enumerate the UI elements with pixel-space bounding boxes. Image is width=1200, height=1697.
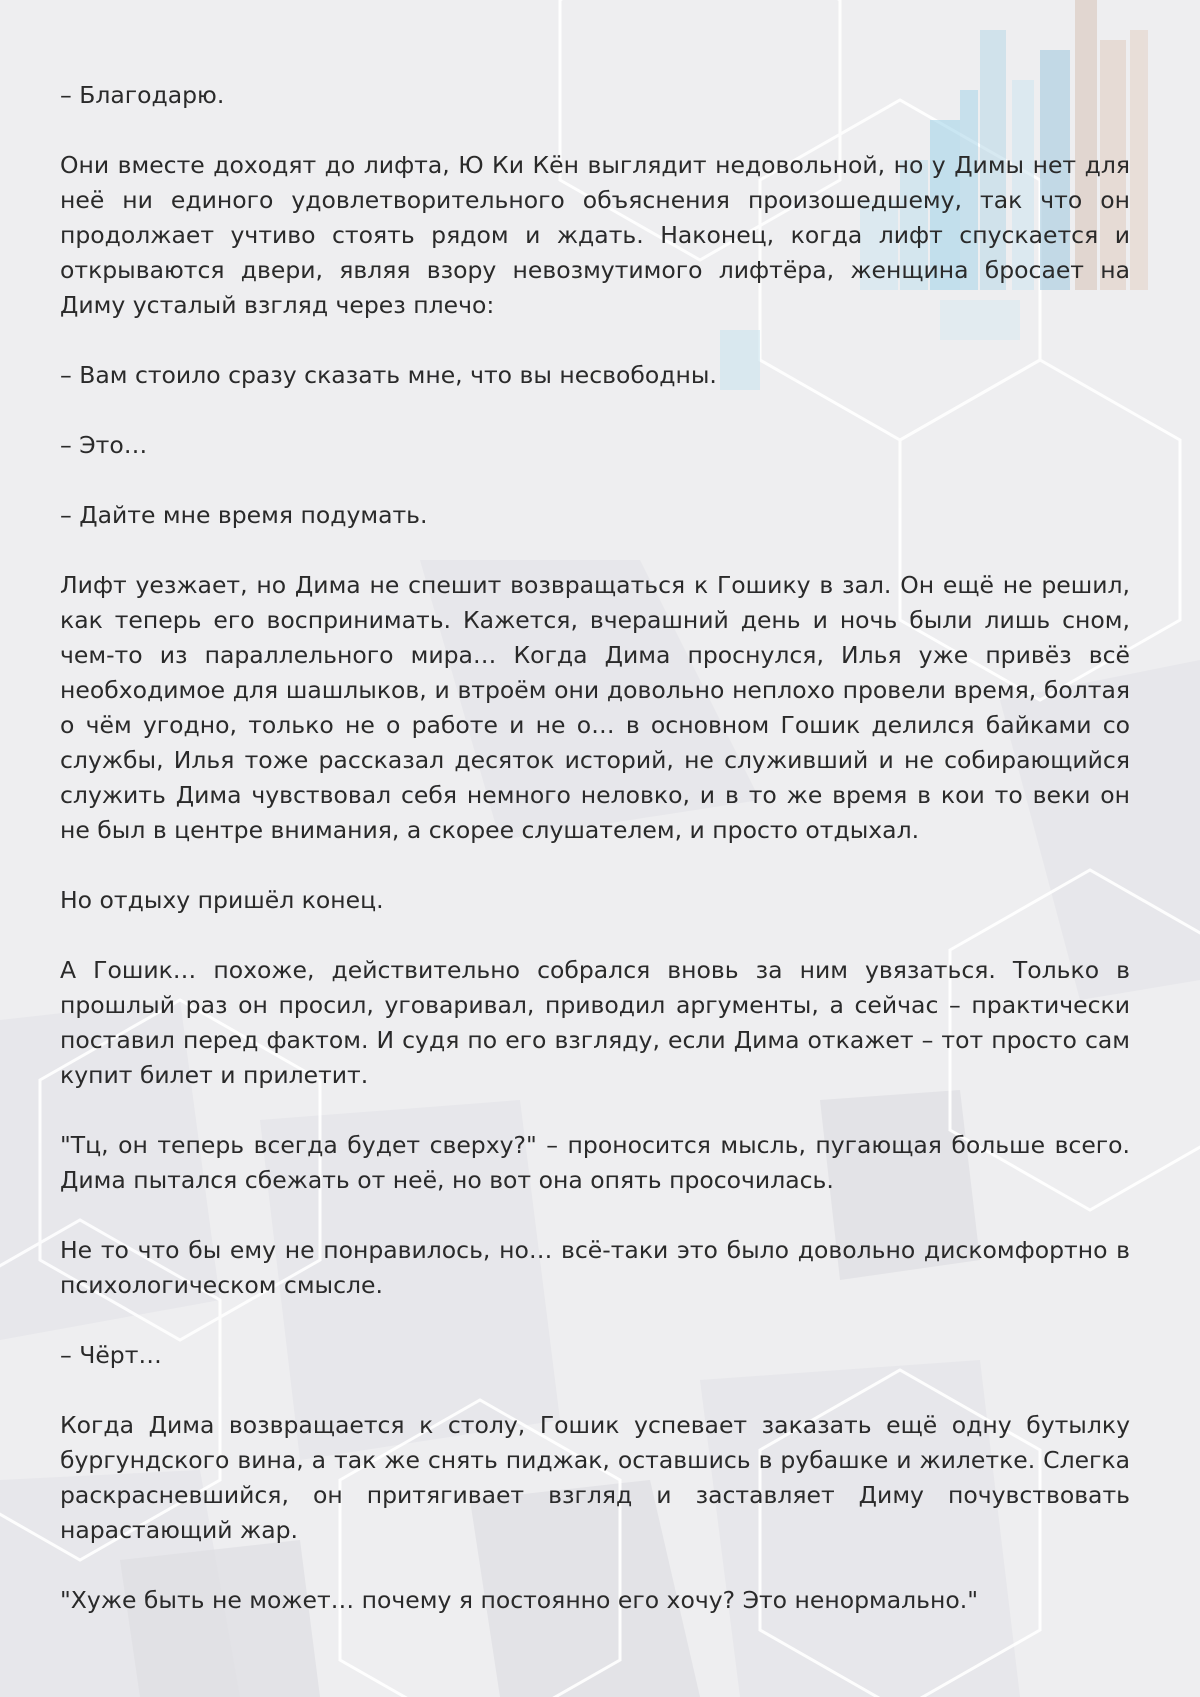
- paragraph-2: Они вместе доходят до лифта, Ю Ки Кён выглядит недовольной, но у Димы нет для неё ни единого удовлетворительного объяснения произошедшему, так что он продолжает учтиво стоять рядом и ждать. Наконец, когда лифт спускается и открываются двери, являя взору невозмутимого лифтёра, женщина бросает на Диму усталый взгляд через плечо:: [60, 151, 1130, 319]
- paragraph-11: – Чёрт…: [60, 1341, 162, 1369]
- paragraph-5: – Дайте мне время подумать.: [60, 501, 428, 529]
- paragraph-8: А Гошик… похоже, действительно собрался вновь за ним увязаться. Только в прошлый раз он просил, уговаривал, приводил аргументы, а сейчас – практически поставил перед фактом. И судя по его взгляду, если Дима откажет – тот просто сам купит билет и прилетит.: [60, 956, 1130, 1089]
- document-body: [60, 78, 1130, 1618]
- paragraph-13: "Хуже быть не может… почему я постоянно его хочу? Это ненормально.": [60, 1586, 979, 1614]
- paragraph-3: – Вам стоило сразу сказать мне, что вы несвободны.: [60, 361, 717, 389]
- paragraph-10: Не то что бы ему не понравилось, но… всё-таки это было довольно дискомфортно в психологическом смысле.: [60, 1236, 1130, 1299]
- paragraph-4: – Это…: [60, 431, 148, 459]
- paragraph-12: Когда Дима возвращается к столу, Гошик успевает заказать ещё одну бутылку бургундского вина, а так же снять пиджак, оставшись в рубашке и жилетке. Слегка раскрасневшийся, он притягивает взгляд и заставляет Диму почувствовать нарастающий жар.: [60, 1411, 1130, 1544]
- paragraph-9: "Тц, он теперь всегда будет сверху?" – проносится мысль, пугающая больше всего. Дима пытался сбежать от неё, но вот она опять просочилась.: [60, 1131, 1130, 1194]
- paragraph-1: – Благодарю.: [60, 81, 225, 109]
- paragraph-6: Лифт уезжает, но Дима не спешит возвращаться к Гошику в зал. Он ещё не решил, как теперь его воспринимать. Кажется, вчерашний день и ночь были лишь сном, чем-то из параллельного мира… Когда Дима проснулся, Илья уже привёз всё необходимое для шашлыков, и втроём они довольно неплохо провели время, болтая о чём угодно, только не о работе и не о… в основном Гошик делился байками со службы, Илья тоже рассказал десяток историй, не служивший и не собирающийся служить Дима чувствовал себя немного неловко, и в то же время в кои то веки он не был в центре внимания, а скорее слушателем, и просто отдыхал.: [60, 571, 1130, 844]
- paragraph-7: Но отдыху пришёл конец.: [60, 886, 384, 914]
